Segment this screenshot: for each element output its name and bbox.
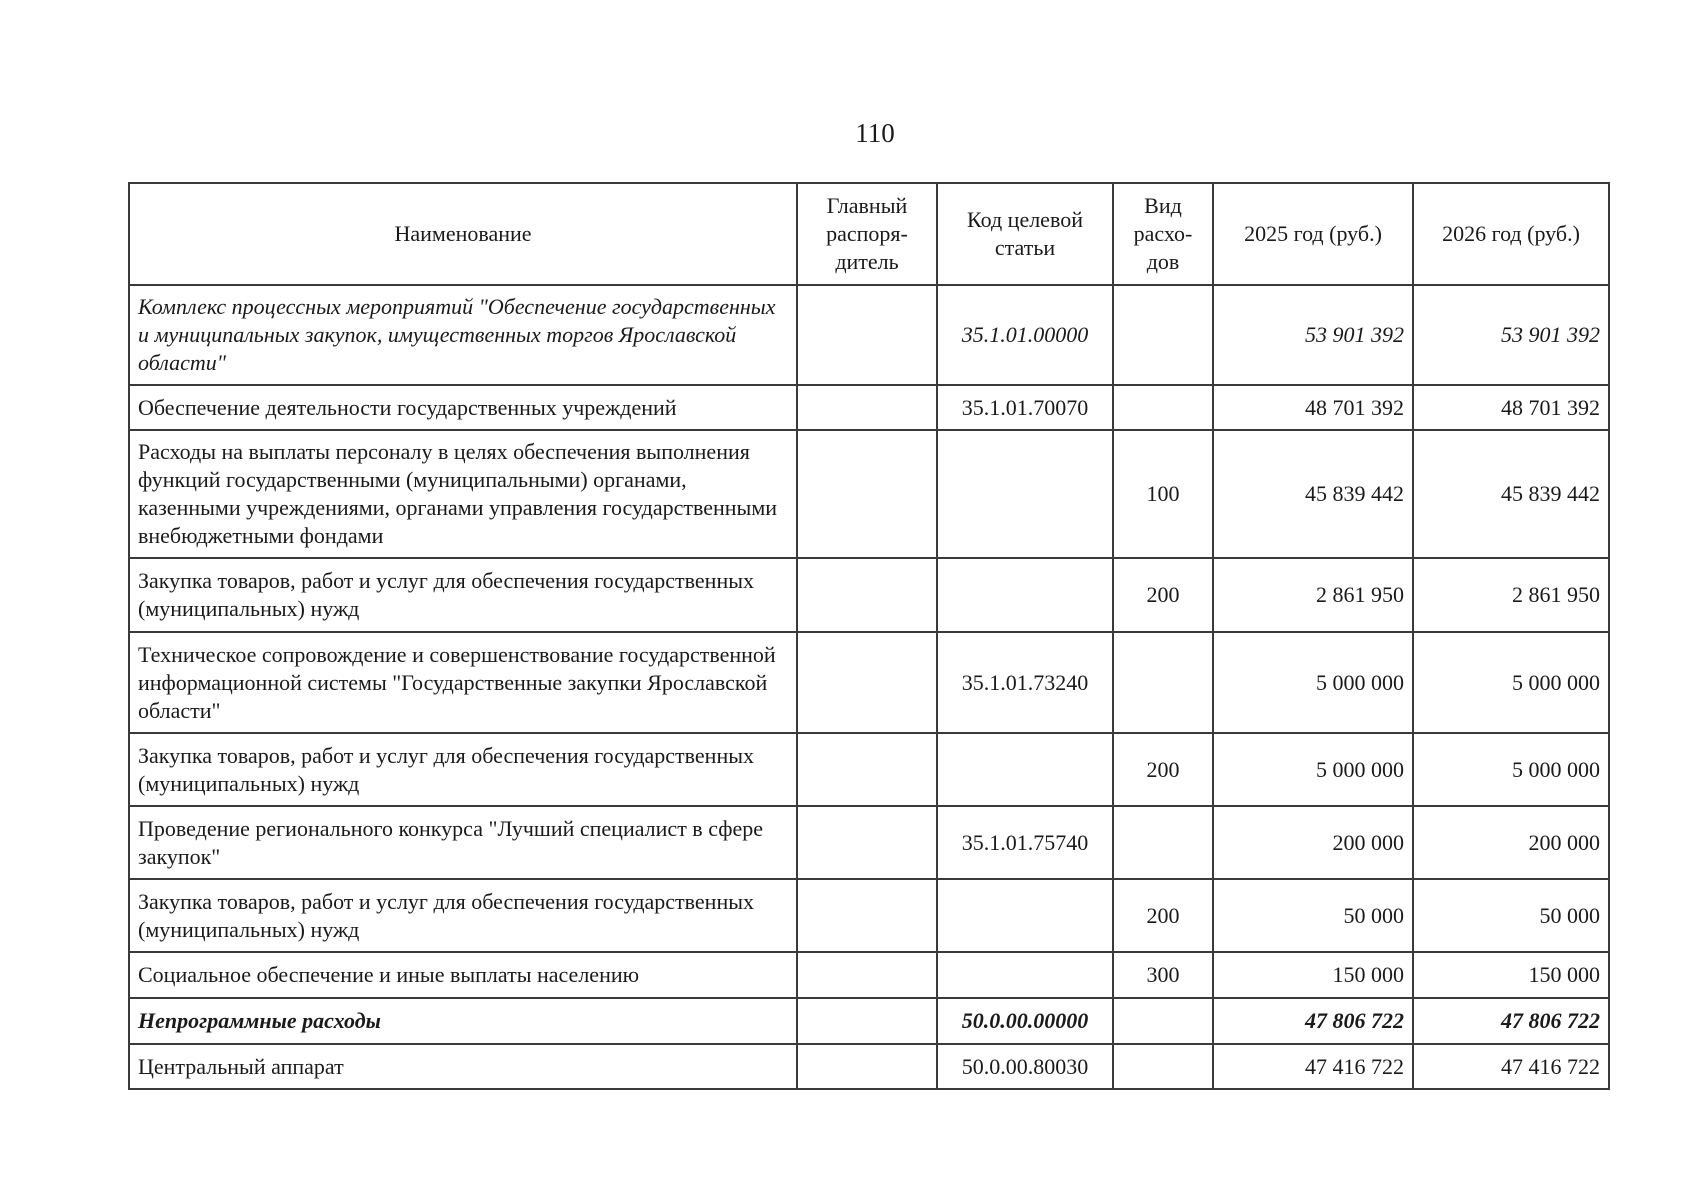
row-admin [797, 733, 937, 806]
row-2026: 45 839 442 [1413, 430, 1609, 558]
table-row [129, 385, 1609, 430]
row-code: 35.1.01.73240 [937, 632, 1113, 733]
row-2025: 50 000 [1213, 879, 1413, 952]
row-name: Комплекс процессных мероприятий "Обеспечение государственных и муниципальных закупок, имущественных торгов Ярославской области" [129, 285, 797, 385]
row-admin [797, 952, 937, 998]
table-row [129, 632, 1609, 733]
row-2025: 48 701 392 [1213, 385, 1413, 430]
row-2026: 2 861 950 [1413, 558, 1609, 632]
row-name: Закупка товаров, работ и услуг для обеспечения государственных (муниципальных) нужд [129, 879, 797, 952]
row-name: Закупка товаров, работ и услуг для обеспечения государственных (муниципальных) нужд [129, 558, 797, 632]
row-2026: 53 901 392 [1413, 285, 1609, 385]
row-type [1113, 1044, 1213, 1089]
row-type [1113, 285, 1213, 385]
row-name: Закупка товаров, работ и услуг для обеспечения государственных (муниципальных) нужд [129, 733, 797, 806]
row-2025: 2 861 950 [1213, 558, 1413, 632]
row-type: 200 [1113, 733, 1213, 806]
row-type [1113, 385, 1213, 430]
table-row [129, 558, 1609, 632]
row-code [937, 558, 1113, 632]
header-code: Код целевой статьи [937, 183, 1113, 285]
row-type: 300 [1113, 952, 1213, 998]
header-admin: Главный распоря-дитель [797, 183, 937, 285]
row-2026: 48 701 392 [1413, 385, 1609, 430]
row-code: 35.1.01.00000 [937, 285, 1113, 385]
row-2026: 50 000 [1413, 879, 1609, 952]
row-type: 200 [1113, 558, 1213, 632]
row-code [937, 430, 1113, 558]
row-name: Социальное обеспечение и иные выплаты населению [129, 952, 797, 998]
row-admin [797, 285, 937, 385]
table-row [129, 998, 1609, 1044]
row-admin [797, 632, 937, 733]
row-2025: 150 000 [1213, 952, 1413, 998]
page-number: 110 [855, 118, 895, 148]
row-2025: 5 000 000 [1213, 733, 1413, 806]
row-type [1113, 806, 1213, 879]
row-code: 50.0.00.00000 [937, 998, 1113, 1044]
row-2026: 5 000 000 [1413, 632, 1609, 733]
row-code: 50.0.00.80030 [937, 1044, 1113, 1089]
row-name: Непрограммные расходы [129, 998, 797, 1044]
row-name: Расходы на выплаты персоналу в целях обеспечения выполнения функций государственными (муниципальными) органами, казенными учреждениями, органами управления государственными внебюджетными фондами [129, 430, 797, 558]
table-row [129, 430, 1609, 558]
row-2025: 47 806 722 [1213, 998, 1413, 1044]
row-type [1113, 998, 1213, 1044]
row-code: 35.1.01.70070 [937, 385, 1113, 430]
row-2025: 200 000 [1213, 806, 1413, 879]
row-2026: 47 806 722 [1413, 998, 1609, 1044]
header-row [129, 183, 1609, 285]
row-code [937, 733, 1113, 806]
row-2025: 47 416 722 [1213, 1044, 1413, 1089]
row-name: Проведение регионального конкурса "Лучший специалист в сфере закупок" [129, 806, 797, 879]
row-2025: 53 901 392 [1213, 285, 1413, 385]
row-admin [797, 1044, 937, 1089]
row-admin [797, 385, 937, 430]
row-admin [797, 806, 937, 879]
table-row [129, 806, 1609, 879]
row-admin [797, 998, 937, 1044]
row-2026: 47 416 722 [1413, 1044, 1609, 1089]
row-2026: 5 000 000 [1413, 733, 1609, 806]
row-name: Техническое сопровождение и совершенствование государственной информационной системы "Государственные закупки Ярославской области" [129, 632, 797, 733]
table-row [129, 952, 1609, 998]
header-name: Наименование [129, 183, 797, 285]
header-2026: 2026 год (руб.) [1413, 183, 1609, 285]
row-type [1113, 632, 1213, 733]
row-2025: 45 839 442 [1213, 430, 1413, 558]
header-2025: 2025 год (руб.) [1213, 183, 1413, 285]
row-admin [797, 879, 937, 952]
row-name: Центральный аппарат [129, 1044, 797, 1089]
row-admin [797, 558, 937, 632]
budget-table [128, 182, 1610, 1090]
row-2025: 5 000 000 [1213, 632, 1413, 733]
row-name: Обеспечение деятельности государственных учреждений [129, 385, 797, 430]
row-code [937, 952, 1113, 998]
row-code: 35.1.01.75740 [937, 806, 1113, 879]
row-admin [797, 430, 937, 558]
row-2026: 200 000 [1413, 806, 1609, 879]
table-row [129, 879, 1609, 952]
table-row [129, 733, 1609, 806]
table-row [129, 1044, 1609, 1089]
header-type: Вид расхо-дов [1113, 183, 1213, 285]
table-row [129, 285, 1609, 385]
row-2026: 150 000 [1413, 952, 1609, 998]
row-type: 100 [1113, 430, 1213, 558]
row-code [937, 879, 1113, 952]
row-type: 200 [1113, 879, 1213, 952]
